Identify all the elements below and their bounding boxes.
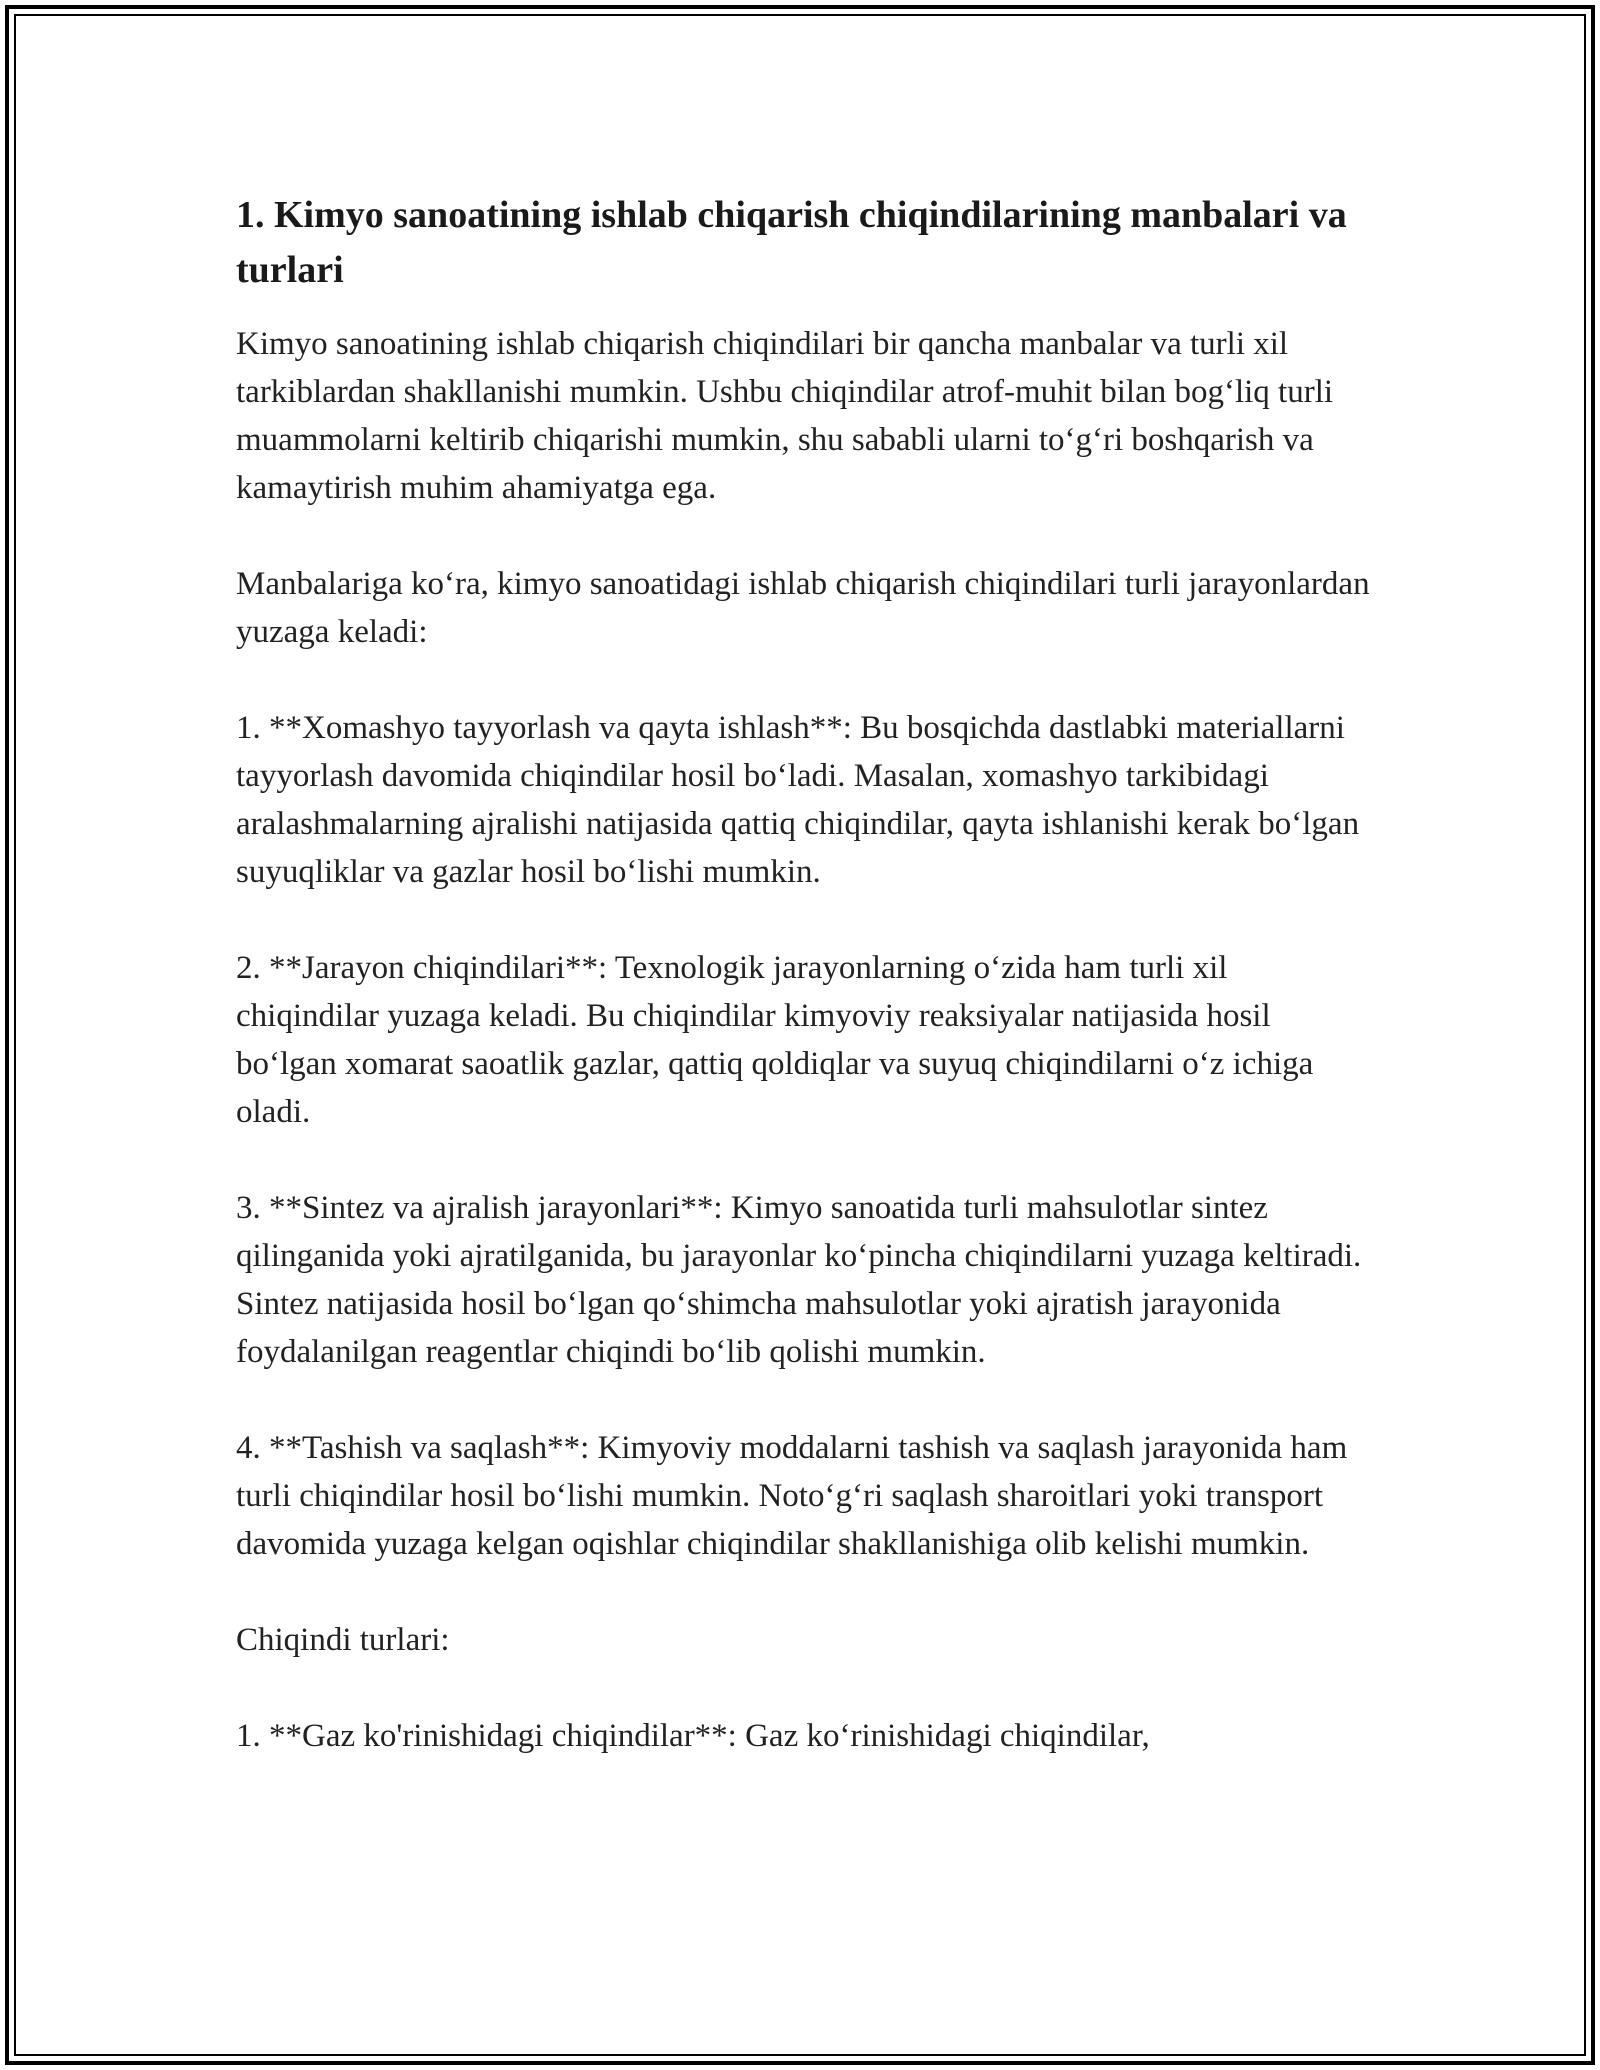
paragraph-source-4: 4. **Tashish va saqlash**: Kimyoviy moddalarni tashish va saqlash jarayonida ham turli chiqindilar hosil bo‘lishi mumkin. Noto‘g‘ri saqlash sharoitlari yoki transport davomida yuzaga kelgan oqishlar chiqindilar shakllanishiga olib kelishi mumkin. <box>236 1430 1348 1562</box>
paragraph-source-1: 1. **Xomashyo tayyorlash va qayta ishlash**: Bu bosqichda dastlabki materiallarni tayyorlash davomida chiqindilar hosil bo‘ladi. Masalan, xomashyo tarkibidagi aralashmalarning ajralishi natijasida qattiq chiqindilar, qayta ishlanishi kerak bo‘lgan suyuqliklar va gazlar hosil bo‘lishi mumkin. <box>236 710 1360 890</box>
paragraph-type-1: 1. **Gaz ko'rinishidagi chiqindilar**: Gaz ko‘rinishidagi chiqindilar, <box>236 1718 1150 1754</box>
paragraph-types-lead: Chiqindi turlari: <box>236 1622 450 1658</box>
document-body <box>236 188 1376 1808</box>
section-heading: 1. Kimyo sanoatining ishlab chiqarish chiqindilarining manbalari va turlari <box>236 194 1347 291</box>
paragraph-source-2: 2. **Jarayon chiqindilari**: Texnologik jarayonlarning o‘zida ham turli xil chiqindilar yuzaga keladi. Bu chiqindilar kimyoviy reaksiyalar natijasida hosil bo‘lgan xomarat saoatlik gazlar, qattiq qoldiqlar va suyuq chiqindilarni o‘z ichiga oladi. <box>236 950 1314 1130</box>
paragraph-intro: Kimyo sanoatining ishlab chiqarish chiqindilari bir qancha manbalar va turli xil tarkiblardan shakllanishi mumkin. Ushbu chiqindilar atrof-muhit bilan bog‘liq turli muammolarni keltirib chiqarishi mumkin, shu sababli ularni to‘g‘ri boshqarish va kamaytirish muhim ahamiyatga ega. <box>236 326 1334 506</box>
paragraph-source-3: 3. **Sintez va ajralish jarayonlari**: Kimyo sanoatida turli mahsulotlar sintez qilinganida yoki ajratilganida, bu jarayonlar ko‘pincha chiqindilarni yuzaga keltiradi. Sintez natijasida hosil bo‘lgan qo‘shimcha mahsulotlar yoki ajratish jarayonida foydalanilgan reagentlar chiqindi bo‘lib qolishi mumkin. <box>236 1190 1362 1370</box>
paragraph-sources-lead: Manbalariga ko‘ra, kimyo sanoatidagi ishlab chiqarish chiqindilari turli jarayonlardan yuzaga keladi: <box>236 566 1370 650</box>
